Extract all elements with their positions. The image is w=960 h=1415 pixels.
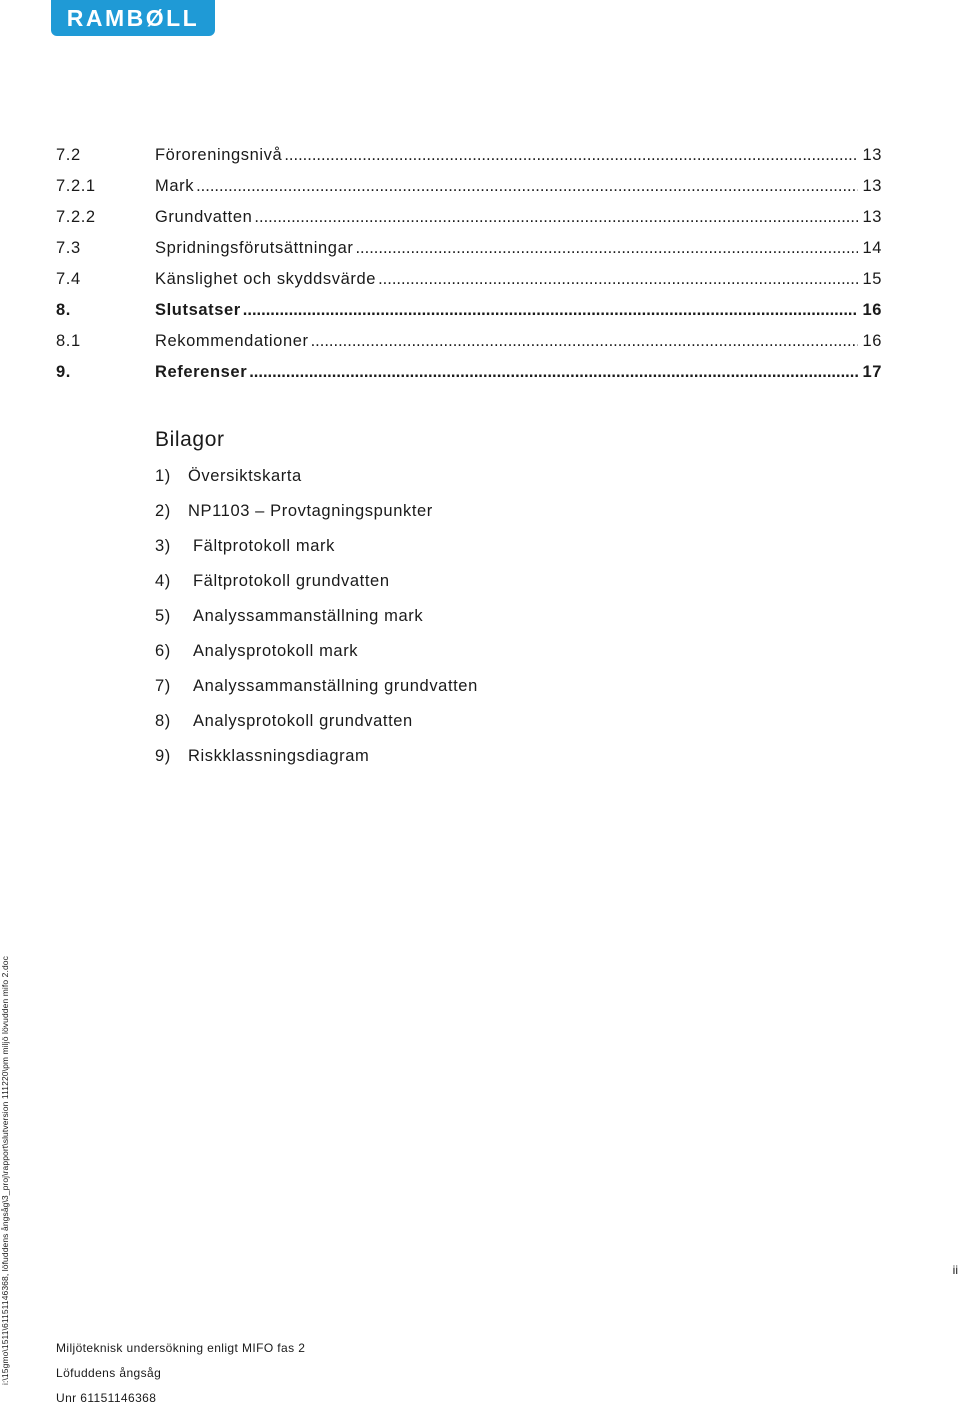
toc-entry-page: 14	[862, 239, 882, 257]
bilaga-number: 3)	[155, 537, 171, 555]
bilaga-number: 9)	[155, 747, 171, 765]
toc-entry-title: Grundvatten	[155, 208, 253, 226]
toc-entry-number: 7.3	[56, 239, 81, 257]
toc-entry-page: 13	[862, 146, 882, 164]
bilaga-item	[155, 567, 478, 602]
toc-dot-leader	[249, 357, 858, 388]
bilaga-item	[155, 462, 478, 497]
bilaga-item	[155, 532, 478, 567]
footer-title: Miljöteknisk undersökning enligt MIFO fas 2	[56, 1341, 306, 1355]
bilaga-number: 1)	[155, 467, 171, 485]
toc-entry-page: 17	[862, 363, 882, 381]
toc-entry[interactable]	[56, 357, 882, 388]
bilagor-heading: Bilagor	[155, 428, 225, 451]
bilaga-item	[155, 672, 478, 707]
toc-entry-title: Spridningsförutsättningar	[155, 239, 354, 257]
toc-dot-leader	[355, 233, 858, 264]
toc-entry-title: Referenser	[155, 363, 248, 381]
bilaga-text: Fältprotokoll grundvatten	[193, 572, 390, 590]
toc-entry-number: 7.2.2	[56, 208, 96, 226]
bilaga-text: Översiktskarta	[188, 467, 302, 485]
bilagor-list	[155, 462, 478, 777]
toc-entry-page: 15	[862, 270, 882, 288]
ramboll-logo: RAMBØLL	[51, 0, 215, 36]
bilaga-number: 2)	[155, 502, 171, 520]
toc-entry-page: 13	[862, 208, 882, 226]
bilaga-item	[155, 742, 478, 777]
toc-entry-title: Mark	[155, 177, 195, 195]
toc-entry[interactable]	[56, 295, 882, 326]
bilaga-number: 8)	[155, 712, 171, 730]
bilaga-text: Riskklassningsdiagram	[188, 747, 370, 765]
bilaga-item	[155, 602, 478, 637]
toc-dot-leader	[196, 171, 858, 202]
toc-dot-leader	[243, 295, 859, 326]
document-file-path: i:\15gmo\1511\61151146368, löfuddens ångsåg\3_proj\rapport\slutversion 111220\pm miljö lövudden mifo 2.doc	[0, 956, 10, 1385]
toc-entry[interactable]	[56, 264, 882, 295]
toc-dot-leader	[311, 326, 859, 357]
bilaga-text: Analysprotokoll mark	[193, 642, 359, 660]
toc-entry[interactable]	[56, 171, 882, 202]
toc-entry-page: 13	[862, 177, 882, 195]
toc-dot-leader	[378, 264, 858, 295]
toc-entry-title: Känslighet och skyddsvärde	[155, 270, 377, 288]
toc-entry-number: 8.1	[56, 332, 81, 350]
toc-entry-title: Föroreningsnivå	[155, 146, 283, 164]
toc-entry-number: 7.2.1	[56, 177, 96, 195]
bilaga-item	[155, 497, 478, 532]
toc-dot-leader	[254, 202, 858, 233]
table-of-contents	[56, 140, 882, 388]
toc-entry-number: 9.	[56, 363, 71, 381]
toc-entry[interactable]	[56, 202, 882, 233]
bilaga-number: 4)	[155, 572, 171, 590]
toc-entry-page: 16	[862, 332, 882, 350]
bilaga-number: 5)	[155, 607, 171, 625]
page-number: ii	[952, 1263, 958, 1277]
bilaga-text: Analyssammanställning grundvatten	[193, 677, 478, 695]
toc-entry[interactable]	[56, 326, 882, 357]
bilaga-text: Fältprotokoll mark	[193, 537, 335, 555]
toc-entry-number: 7.2	[56, 146, 81, 164]
footer-unr: Unr 61151146368	[56, 1391, 157, 1405]
toc-entry-page: 16	[862, 301, 882, 319]
bilaga-text: NP1103 – Provtagningspunkter	[188, 502, 433, 520]
bilaga-number: 7)	[155, 677, 171, 695]
toc-entry-number: 7.4	[56, 270, 81, 288]
toc-entry-number: 8.	[56, 301, 71, 319]
toc-entry-title: Rekommendationer	[155, 332, 309, 350]
footer-project: Löfuddens ångsåg	[56, 1366, 162, 1380]
bilaga-item	[155, 707, 478, 742]
toc-dot-leader	[284, 140, 858, 171]
toc-entry[interactable]	[56, 140, 882, 171]
toc-entry-title: Slutsatser	[155, 301, 241, 319]
bilaga-number: 6)	[155, 642, 171, 660]
bilaga-item	[155, 637, 478, 672]
toc-entry[interactable]	[56, 233, 882, 264]
bilaga-text: Analyssammanställning mark	[193, 607, 424, 625]
bilaga-text: Analysprotokoll grundvatten	[193, 712, 413, 730]
